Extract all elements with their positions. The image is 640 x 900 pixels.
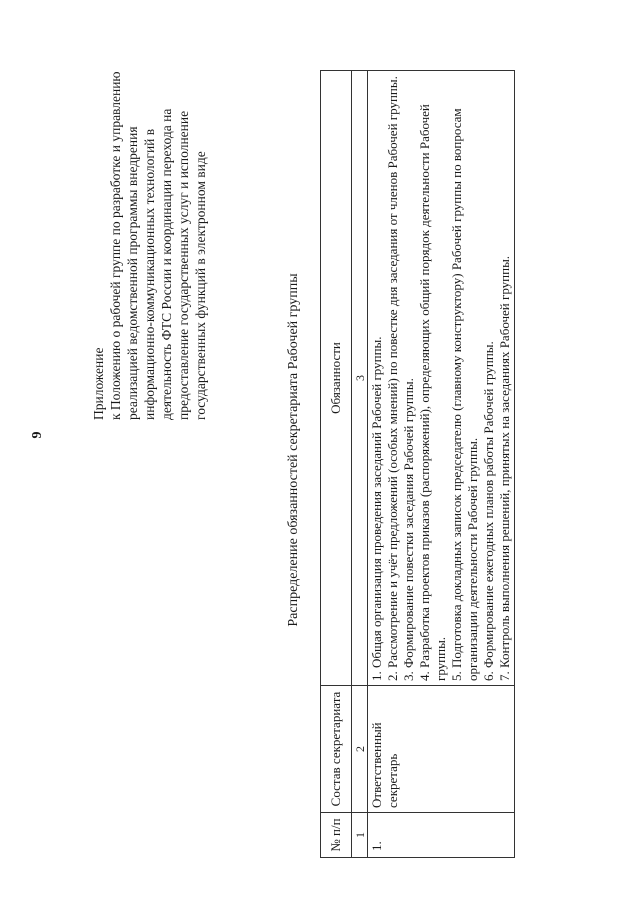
header-member: Состав секретариата [321,686,352,813]
appendix-header [90,70,209,420]
column-number: 1 [352,813,368,858]
duty-item: 1. Общая организация проведения заседаний Рабочей группы. [369,336,384,681]
column-number: 3 [352,71,368,686]
duty-item: 7. Контроль выполнения решений, принятых на заседаниях Рабочей группы. [497,255,512,681]
appendix-title: Приложение [91,347,106,420]
section-title: Распределение обязанностей секретариата Рабочей группы [286,273,301,627]
appendix-line: деятельность ФТС России и координации перехода на [159,108,174,420]
appendix-line: к Положению о рабочей группе по разработке и управлению [108,71,123,420]
column-number-row [352,71,368,858]
appendix-line: реализацией ведомственной программы внедрения [125,126,140,420]
duty-item: 3. Формирование повестки заседания Рабочей группы. [401,378,416,681]
duty-item: 5. Подготовка докладных записок председателю (главному конструктору) Рабочей группы по вопросам организации деятельности Рабочей группы. [449,108,480,681]
row-number: 1. [368,813,515,858]
duty-item: 4. Разработка проектов приказов (распоряжений), определяющих общий порядок деятельности Рабочей группы. [417,104,448,681]
duty-item: 6. Формирование ежегодных планов работы Рабочей группы. [481,341,496,681]
page-number: 9 [30,431,45,439]
duty-item: 2. Рассмотрение и учёт предложений (особых мнений) по повестке дня заседания от членов Рабочей группы. [385,76,400,681]
appendix-line: предоставление государственных услуг и исполнение [176,110,191,420]
column-number: 2 [352,686,368,813]
header-duties: Обязанности [321,71,352,686]
appendix-line: информационно-коммуникационных технологий в [142,128,157,420]
row-member: Ответственный секретарь [368,686,515,813]
table-header-row [321,71,352,858]
header-number: № п/п [321,813,352,858]
appendix-line: государственных функций в электронном виде [193,151,208,420]
table-row [368,71,515,858]
row-duties [368,71,515,686]
duties-table [320,70,515,858]
